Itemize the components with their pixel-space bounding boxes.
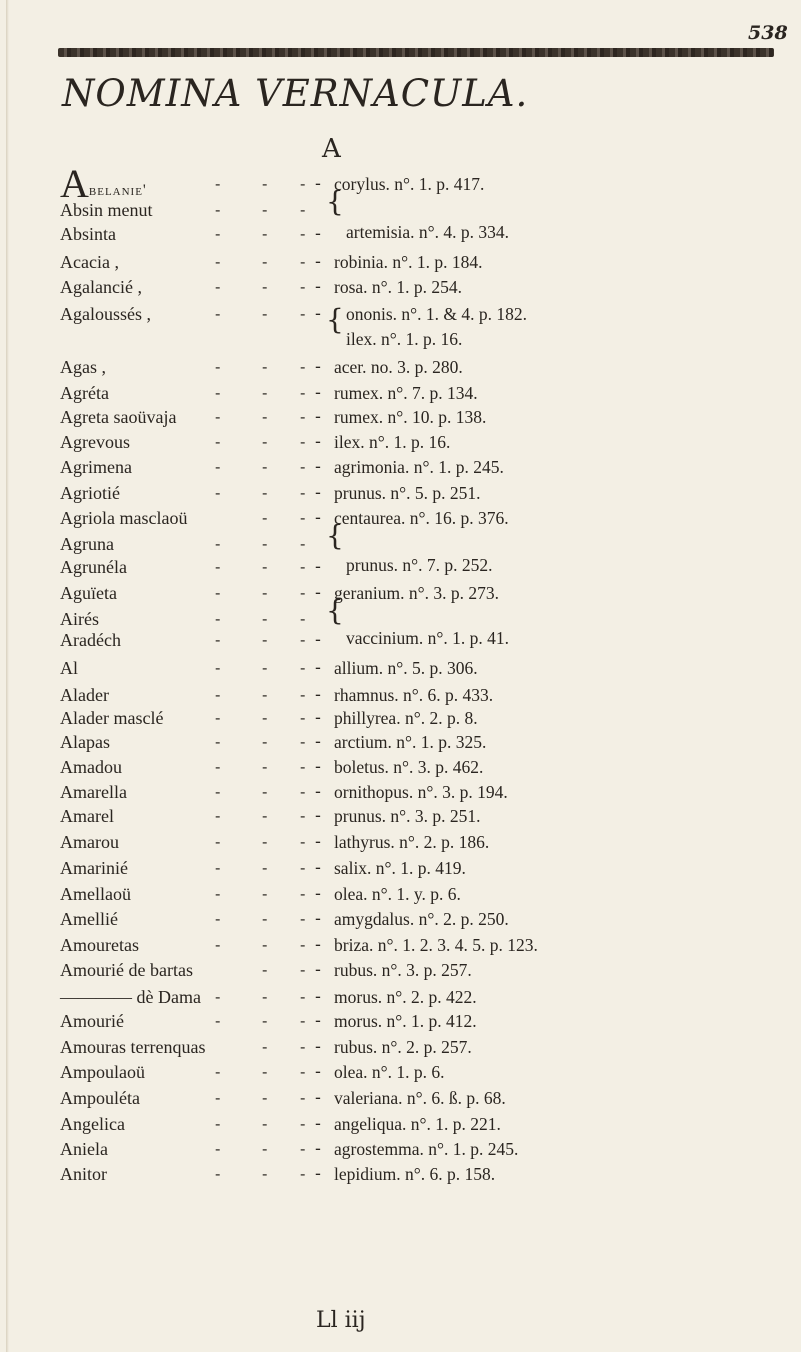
entry-term: Ampoulaoü (60, 1062, 145, 1082)
entry-reference: amygdalus. n°. 2. p. 250. (334, 909, 509, 929)
entry-term: Amarou (60, 832, 119, 852)
entry-term: Amadou (60, 757, 122, 777)
brace-icon: { (326, 303, 344, 336)
ref-dash: - (315, 583, 321, 603)
entry-term: Agruna (60, 534, 114, 554)
list-item: Agriola masclaoü - - - centaurea. n°. 16. p. 376. (60, 508, 509, 528)
ref-dash: - (315, 1088, 321, 1108)
list-item: Amarella - - - - ornithopus. n°. 3. p. 194. (60, 782, 508, 802)
entry-term: Amourié de bartas (60, 960, 193, 980)
entry-reference: agrostemma. n°. 1. p. 245. (334, 1139, 519, 1159)
list-item: ———— dè Dama - - - - morus. n°. 2. p. 422. (60, 987, 477, 1007)
entry-term: Agrimena (60, 457, 132, 477)
ref-dash: - (315, 432, 321, 452)
entry-reference: rosa. n°. 1. p. 254. (334, 277, 463, 297)
list-item: Aniela - - - - agrostemma. n°. 1. p. 245. (60, 1139, 519, 1159)
ref-dash: - (315, 935, 321, 955)
entry-reference: lathyrus. n°. 2. p. 186. (334, 832, 490, 852)
entry-term: Amellié (60, 909, 118, 929)
entry-reference: centaurea. n°. 16. p. 376. (334, 508, 509, 528)
ref-dash: - (315, 508, 321, 528)
list-item: Amarou - - - - lathyrus. n°. 2. p. 186. (60, 832, 490, 852)
list-item: Amellaoü - - - - olea. n°. 1. y. p. 6. (60, 884, 461, 904)
entry-term: Al (60, 658, 78, 678)
section-letter: A (322, 134, 341, 164)
ref-dash: - (315, 252, 321, 272)
entry-term: Angelica (60, 1114, 125, 1134)
ref-dash: - (315, 685, 321, 705)
entry-term: Amarel (60, 806, 114, 826)
entry-reference: vaccinium. n°. 1. p. 41. (346, 628, 510, 648)
ref-dash: - (315, 1062, 321, 1082)
entry-term: Alapas (60, 732, 110, 752)
list-item: Agrevous - - - - ilex. n°. 1. p. 16. (60, 432, 451, 452)
entry-reference: arctium. n°. 1. p. 325. (334, 732, 487, 752)
entry-term: Ampouléta (60, 1088, 140, 1108)
entry-term: Amarella (60, 782, 127, 802)
entry-reference: ornithopus. n°. 3. p. 194. (334, 782, 508, 802)
ref-dash: - (315, 1139, 321, 1159)
entry-reference: rubus. n°. 2. p. 257. (334, 1037, 472, 1057)
list-item: Amarinié - - - - salix. n°. 1. p. 419. (60, 858, 466, 878)
brace-icon: { (326, 519, 344, 552)
list-item: Absinta - - - - artemisia. n°. 4. p. 334. (60, 222, 510, 244)
ref-dash: - (315, 304, 321, 324)
entry-reference: ilex. n°. 1. p. 16. (346, 329, 463, 349)
list-item: Alader masclé - - - - phillyrea. n°. 2. p. 8. (60, 708, 478, 728)
list-item: Agrimena - - - - agrimonia. n°. 1. p. 245. (60, 457, 504, 477)
ref-dash: - (315, 383, 321, 403)
ref-dash: - (315, 960, 321, 980)
entry-reference: acer. no. 3. p. 280. (334, 357, 463, 377)
entry-reference: morus. n°. 1. p. 412. (334, 1011, 477, 1031)
entry-reference: ilex. n°. 1. p. 16. (334, 432, 451, 452)
entry-reference: valeriana. n°. 6. ß. p. 68. (334, 1088, 506, 1108)
entry-term: Aguïeta (60, 583, 117, 603)
list-item: Agas , - - - - acer. no. 3. p. 280. (60, 357, 463, 377)
entry-reference: rumex. n°. 7. p. 134. (334, 383, 478, 403)
entry-reference: prunus. n°. 3. p. 251. (334, 806, 481, 826)
entry-term: Absin menut (60, 200, 153, 220)
initial-capital: A (60, 161, 89, 206)
list-item: Amouretas - - - - briza. n°. 1. 2. 3. 4. 5. p. 123. (60, 935, 538, 955)
entry-term (60, 161, 147, 206)
entry-term: Alader (60, 685, 109, 705)
entry-reference: boletus. n°. 3. p. 462. (334, 757, 484, 777)
list-item: Amouras terrenquas - - - rubus. n°. 2. p. 257. (60, 1037, 472, 1057)
entry-term: Agréta (60, 383, 109, 403)
entry-reference: rubus. n°. 3. p. 257. (334, 960, 472, 980)
entry-reference: ononis. n°. 1. & 4. p. 182. (346, 304, 528, 324)
brace-icon: { (326, 185, 344, 218)
entry-reference: allium. n°. 5. p. 306. (334, 658, 478, 678)
ref-dash: - (315, 757, 321, 777)
entry-reference: robinia. n°. 1. p. 184. (334, 252, 483, 272)
ref-dash: - (315, 987, 321, 1007)
list-item: Agaloussés , - - - - { ononis. n°. 1. & 4. p. 182. (60, 303, 528, 336)
entry-term-rest: belanie' (88, 182, 147, 199)
ref-dash: - (315, 909, 321, 929)
list-item: Aradéch - - - - vaccinium. n°. 1. p. 41. (60, 628, 510, 650)
list-item: Abelanie' - - - - corylus. n°. 1. p. 417. (60, 161, 485, 206)
entry-term: Acacia , (60, 252, 119, 272)
entry-reference: prunus. n°. 7. p. 252. (346, 555, 493, 575)
list-item: Al - - - - allium. n°. 5. p. 306. (60, 658, 478, 678)
list-item: Amarel - - - - prunus. n°. 3. p. 251. (60, 806, 481, 826)
brace-icon: { (326, 594, 344, 627)
page-title: NOMINA VERNACULA. (62, 72, 529, 115)
entry-term: Aradéch (60, 630, 121, 650)
entry-term: ———— dè Dama (60, 987, 201, 1007)
list-item: Airés - - - { (60, 594, 344, 629)
entry-term: Amouretas (60, 935, 139, 955)
entry-term: Alader masclé (60, 708, 164, 728)
ref-dash: - (315, 1037, 321, 1057)
list-item: Aguïeta - - - - geranium. n°. 3. p. 273. (60, 583, 499, 603)
entry-reference: salix. n°. 1. p. 419. (334, 858, 466, 878)
ref-dash: - (315, 732, 321, 752)
ref-dash: - (315, 557, 321, 577)
header-rule (58, 48, 774, 57)
ref-dash: - (315, 1011, 321, 1031)
ref-dash: - (315, 174, 321, 194)
entry-reference: prunus. n°. 5. p. 251. (334, 483, 481, 503)
list-item: Anitor - - - - lepidium. n°. 6. p. 158. (60, 1164, 496, 1184)
entry-term: Agaloussés , (60, 304, 151, 324)
entry-term: Amarinié (60, 858, 128, 878)
ref-dash: - (315, 782, 321, 802)
ref-dash: - (315, 708, 321, 728)
list-item: Angelica - - - - angeliqua. n°. 1. p. 221. (60, 1114, 501, 1134)
ref-dash: - (315, 832, 321, 852)
ref-dash: - (315, 884, 321, 904)
entry-term: Agriola masclaoü (60, 508, 188, 528)
list-item: Amellié - - - - amygdalus. n°. 2. p. 250. (60, 909, 509, 929)
ref-dash: - (315, 1114, 321, 1134)
list-item: Amourié - - - - morus. n°. 1. p. 412. (60, 1011, 477, 1031)
page-number: 538 (748, 22, 788, 44)
entry-reference: olea. n°. 1. y. p. 6. (334, 884, 461, 904)
entry-reference: geranium. n°. 3. p. 273. (334, 583, 499, 603)
ref-dash: - (315, 806, 321, 826)
entry-term: Airés (60, 609, 99, 629)
entry-reference: artemisia. n°. 4. p. 334. (346, 222, 510, 242)
list-item: Alader - - - - rhamnus. n°. 6. p. 433. (60, 685, 494, 705)
list-item: Agréta - - - - rumex. n°. 7. p. 134. (60, 383, 478, 403)
entry-term: Aniela (60, 1139, 108, 1159)
ref-dash: - (315, 224, 321, 244)
list-item: Ampoulaoü - - - - olea. n°. 1. p. 6. (60, 1062, 445, 1082)
signature-mark: Ll iij (316, 1308, 366, 1333)
list-item: Agalancié , - - - - rosa. n°. 1. p. 254. (60, 277, 463, 297)
entry-reference: rhamnus. n°. 6. p. 433. (334, 685, 494, 705)
entry-term: Agrunéla (60, 557, 127, 577)
entry-reference: morus. n°. 2. p. 422. (334, 987, 477, 1007)
ref-dash: - (315, 1164, 321, 1184)
ref-dash: - (315, 357, 321, 377)
entry-term: Agas , (60, 357, 106, 377)
list-item: Absin menut - - - { (60, 185, 344, 220)
list-item: Amadou - - - - boletus. n°. 3. p. 462. (60, 757, 484, 777)
entry-term: Amellaoü (60, 884, 131, 904)
list-item: Agruna - - - { (60, 519, 344, 554)
entry-term: Agreta saoüvaja (60, 407, 177, 427)
entry-term: Amourié (60, 1011, 124, 1031)
entry-term: Agrevous (60, 432, 130, 452)
entry-reference: agrimonia. n°. 1. p. 245. (334, 457, 504, 477)
list-item: Agreta saoüvaja - - - - rumex. n°. 10. p. 138. (60, 407, 487, 427)
list-item: Acacia , - - - - robinia. n°. 1. p. 184. (60, 252, 483, 272)
entry-term: Amouras terrenquas (60, 1037, 206, 1057)
ref-dash: - (315, 630, 321, 650)
entry-reference: angeliqua. n°. 1. p. 221. (334, 1114, 501, 1134)
entry-term: Agalancié , (60, 277, 142, 297)
ref-dash: - (315, 858, 321, 878)
entry-reference: olea. n°. 1. p. 6. (334, 1062, 445, 1082)
entry-reference: briza. n°. 1. 2. 3. 4. 5. p. 123. (334, 935, 538, 955)
list-item: Amourié de bartas - - - rubus. n°. 3. p. 257. (60, 960, 472, 980)
entry-reference: rumex. n°. 10. p. 138. (334, 407, 487, 427)
entry-term: Agriotié (60, 483, 120, 503)
entry-term: Anitor (60, 1164, 107, 1184)
entry-reference: lepidium. n°. 6. p. 158. (334, 1164, 496, 1184)
list-item: Agrunéla - - - - prunus. n°. 7. p. 252. (60, 555, 493, 577)
ref-dash: - (315, 277, 321, 297)
ref-dash: - (315, 483, 321, 503)
ref-dash: - (315, 407, 321, 427)
ref-dash: - (315, 658, 321, 678)
ref-dash: - (315, 457, 321, 477)
entry-reference: corylus. n°. 1. p. 417. (334, 174, 485, 194)
entry-term: Absinta (60, 224, 116, 244)
entry-reference: phillyrea. n°. 2. p. 8. (334, 708, 478, 728)
list-item: Agriotié - - - - prunus. n°. 5. p. 251. (60, 483, 481, 503)
list-item (0, 329, 801, 353)
list-item: Ampouléta - - - - valeriana. n°. 6. ß. p. 68. (60, 1088, 506, 1108)
list-item: Alapas - - - - arctium. n°. 1. p. 325. (60, 732, 487, 752)
